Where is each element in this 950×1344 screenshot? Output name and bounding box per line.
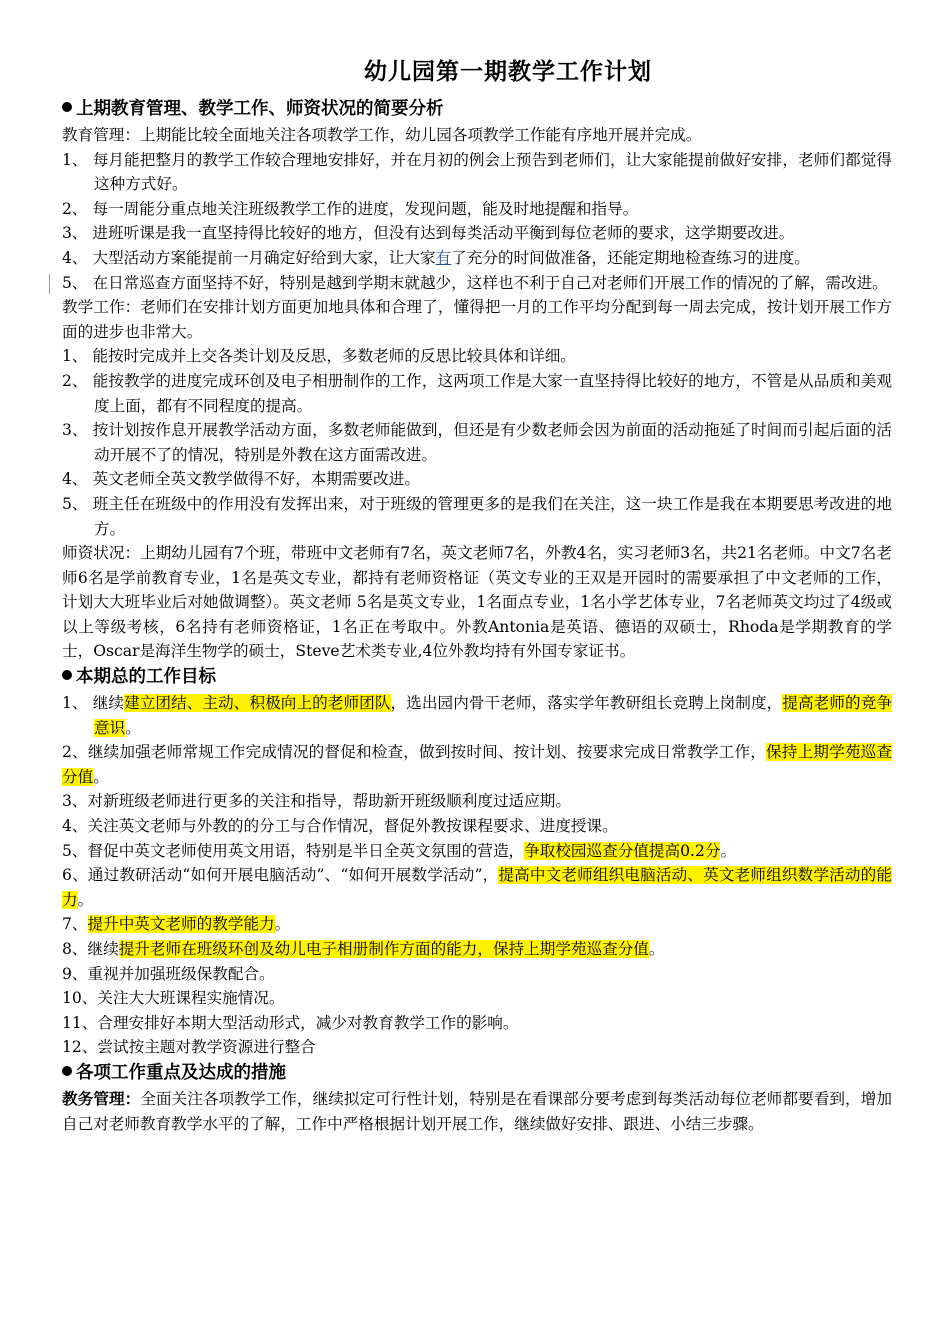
goal-item: 3、对新班级老师进行更多的关注和指导，帮助新开班级顺利度过适应期。 [62, 792, 571, 811]
list-item: 3、 进班听课是我一直坚持得比较好的地方，但没有达到每类活动平衡到每位老师的要求，这学期要改进。 [62, 224, 795, 243]
goal-item [62, 691, 892, 740]
highlighted-text: 提高老师的竞争意识 [94, 694, 892, 737]
goal-item: 10、关注大大班课程实施情况。 [62, 989, 285, 1008]
list-item: 1、 能按时完成并上交各类计划及反思，多数老师的反思比较具体和详细。 [62, 347, 576, 366]
list-item [62, 246, 892, 271]
highlighted-text: 保持上期学苑巡查分值 [62, 743, 892, 786]
text-run: 。 [274, 915, 291, 934]
section-heading-measures [62, 1060, 892, 1087]
paragraph-label: 教务管理： [62, 1088, 141, 1108]
page-title: 幼儿园第一期教学工作计划 [364, 58, 652, 85]
teaching-intro: 教学工作：老师们在安排计划方面更加地具体和合理了，懂得把一月的工作平均分配到每一周去完成，按计划开展工作方面的进步也非常大。 [62, 298, 892, 341]
highlighted-text: 建立团结、主动、积极向上的老师团队 [124, 694, 391, 713]
text-run: 8、继续 [62, 940, 119, 958]
text-run: 。 [648, 940, 665, 958]
goal-item: 9、重视并加强班级保教配合。 [62, 964, 275, 983]
list-item: 2、 能按教学的进度完成环创及电子相册制作的工作，这两项工作是大家一直坚持得比较好的地方，不管是从品质和美观度上面，都有不同程度的提高。 [62, 371, 892, 415]
goal-item: 11、合理安排好本期大型活动形式，减少对教育教学工作的影响。 [62, 1013, 519, 1032]
list-item: 4、 英文老师全英文教学做得不好，本期需要改进。 [62, 470, 420, 489]
goal-item [62, 937, 892, 962]
section-heading-text: 本期总的工作目标 [76, 667, 216, 688]
highlighted-text: 提升中英文老师的教学能力 [87, 915, 275, 934]
text-run: 。 [720, 841, 737, 860]
section-heading-text: 上期教育管理、教学工作、师资状况的简要分析 [76, 99, 444, 119]
staff-status: 师资状况：上期幼儿园有7个班，带班中文老师有7名，英文老师7名，外教4名，实习老师3名，共21名老师。中文7名老师6名是学前教育专业，1名是英文专业，都持有老师资格证（英文专业的王双是开园时的需要承担了中文老师的工作，计划大大班毕业后对她做调整）。英文老师 5名是英文专业，1名面点专业，1名小学艺体专业，7名老师英文均过了4级或以上等级考核，6名持有老师资格证，1名正在考取中。外教Antonia是英语、德语的双硕士，Rhoda是学期教育的学士，Oscar是海洋生物学的硕士，Steve艺术类专业,4位外教均持有外国专家证书。 [62, 544, 892, 661]
text-run: 全面关注各项教学工作，继续拟定可行性计划，特别是在看课部分要考虑到每类活动每位老师都要看到，增加自己对老师教育教学水平的了解，工作中严格根据计划开展工作，继续做好安排、跟进、小结三步骤。 [62, 1089, 892, 1133]
text-run: 。 [93, 767, 109, 786]
goal-item: 4、关注英文老师与外教的的分工与合作情况，督促外教按课程要求、进度授课。 [62, 817, 618, 836]
bullet-icon [62, 102, 72, 112]
list-item: 5、 在日常巡查方面坚持不好，特别是越到学期末就越少，这样也不利于自己对老师们开展工作的情况的了解，需改进。 [62, 273, 888, 292]
goal-item [62, 839, 892, 864]
text-cursor [49, 274, 50, 294]
document-page [62, 50, 892, 1136]
list-item: 5、 班主任在班级中的作用没有发挥出来，对于班级的管理更多的是我们在关注，这一块工作是我在本期要思考改进的地方。 [62, 494, 892, 538]
edu-affairs-paragraph [62, 1087, 892, 1136]
goal-item: 12、尝试按主题对教学资源进行整合 [62, 1038, 316, 1057]
highlighted-text: 争取校园巡查分值提高0.2分 [524, 841, 721, 860]
text-run: 。 [77, 890, 94, 909]
highlighted-text: 提升老师在班级环创及幼儿电子相册制作方面的能力，保持上期学苑巡查分值 [118, 940, 649, 958]
section-heading-analysis [62, 96, 892, 123]
text-run: ，选出园内骨干老师，落实学年教研组长竞聘上岗制度， [390, 694, 783, 713]
section-heading-text: 各项工作重点及达成的措施 [76, 1062, 286, 1083]
text-run: 了充分的时间做准备，还能定期地检查练习的进度。 [451, 248, 810, 267]
bullet-icon [62, 1066, 72, 1076]
bullet-icon [62, 670, 72, 680]
text-run: 1、 继续 [62, 694, 125, 713]
text-run: 2、继续加强老师常规工作完成情况的督促和检查，做到按时间、按计划、按要求完成日常教学工作， [62, 743, 766, 762]
goal-item [62, 740, 892, 789]
list-item: 1、 每月能把整月的教学工作较合理地安排好，并在月初的例会上预告到老师们，让大家能提前做好安排，老师们都觉得这种方式好。 [62, 150, 892, 194]
text-run: 。 [125, 718, 141, 737]
hyperlink[interactable]: 有 [435, 248, 452, 267]
list-item: 3、 按计划按作息开展教学活动方面，多数老师能做到，但还是有少数老师会因为前面的活动拖延了时间而引起后面的活动开展不了的情况，特别是外教在这方面需改进。 [62, 421, 892, 464]
text-run: 7、 [62, 915, 88, 934]
text-run: 5、督促中英文老师使用英文用语，特别是半日全英文氛围的营造， [62, 841, 525, 860]
section-heading-goals [62, 664, 892, 691]
highlighted-text: 提高中文老师组织电脑活动、英文老师组织数学活动的能力 [62, 866, 892, 909]
text-run: 4、 大型活动方案能提前一月确定好给到大家，让大家 [62, 248, 436, 267]
text-run: 6、通过教研活动“如何开展电脑活动”、“如何开展数学活动”， [62, 866, 499, 885]
list-item: 2、 每一周能分重点地关注班级教学工作的进度，发现问题，能及时地提醒和指导。 [62, 199, 639, 218]
goal-item [62, 912, 892, 937]
goal-item [62, 863, 892, 912]
edu-mgmt-intro: 教育管理：上期能比较全面地关注各项教学工作，幼儿园各项教学工作能有序地开展并完成。 [62, 126, 702, 144]
